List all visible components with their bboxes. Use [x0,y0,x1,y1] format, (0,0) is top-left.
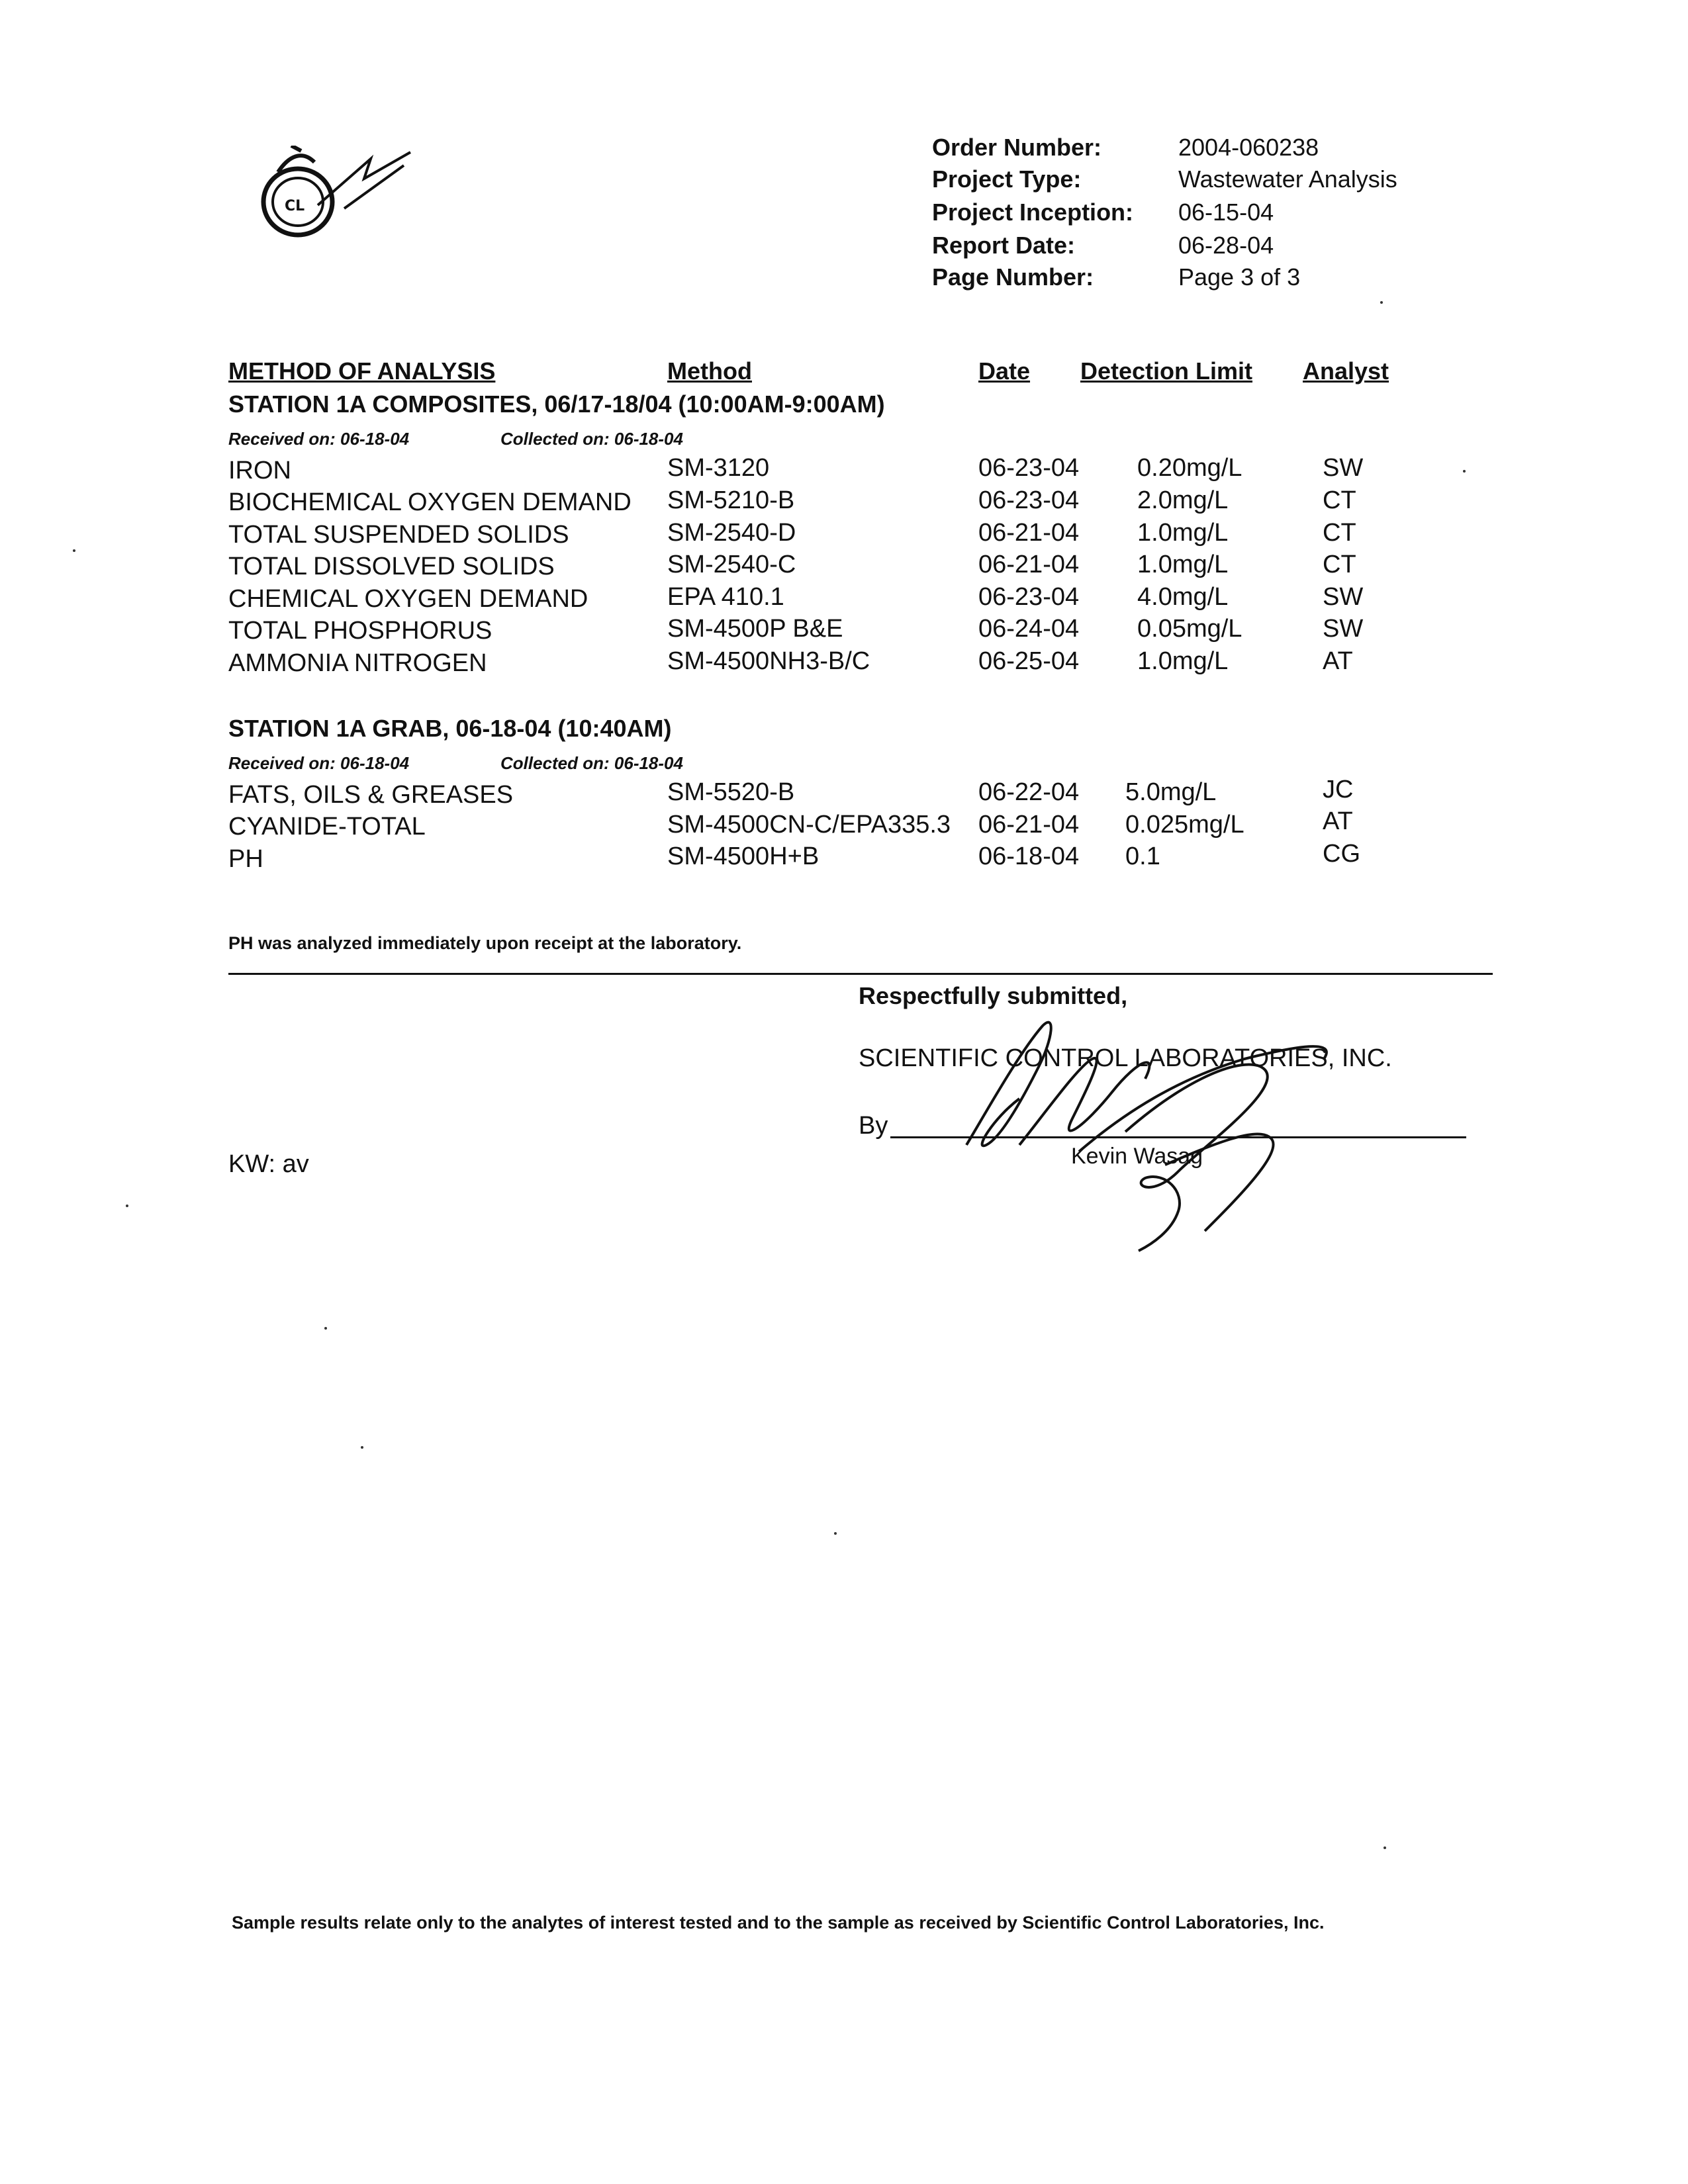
detection-limit: 1.0mg/L [1137,519,1229,547]
analyst-initials: SW [1323,454,1364,482]
col-header-date: Date [978,357,1031,385]
analysis-date: 06-23-04 [978,486,1080,514]
analysis-method: SM-4500NH3-B/C [667,647,870,675]
order-number-value: 2004-060238 [1178,134,1319,161]
analysis-method: SM-4500CN-C/EPA335.3 [667,811,951,839]
detection-limit: 0.025mg/L [1125,811,1244,839]
svg-text:CL: CL [285,198,305,214]
scan-speck [324,1327,327,1330]
received-date: Received on: 06-18-04 [228,429,410,449]
collected-date: Collected on: 06-18-04 [500,429,683,449]
analysis-name: BIOCHEMICAL OXYGEN DEMAND [228,488,632,516]
scan-speck [73,549,75,552]
analyst-initials: SW [1323,615,1364,643]
analyst-initials: CT [1323,519,1356,547]
divider-line [228,973,1493,975]
analyst-initials: CG [1323,840,1360,868]
detection-limit: 4.0mg/L [1137,583,1229,611]
analysis-name: IRON [228,457,291,484]
analysis-method: SM-5210-B [667,486,795,514]
analysis-method: EPA 410.1 [667,583,784,611]
analysis-date: 06-21-04 [978,519,1080,547]
analyst-initials: JC [1323,776,1354,803]
page-number-label: Page Number: [932,263,1094,291]
analyst-initials: SW [1323,583,1364,611]
collected-date: Collected on: 06-18-04 [500,753,683,773]
project-type-label: Project Type: [932,165,1082,193]
scan-speck [1383,1846,1386,1849]
analysis-date: 06-23-04 [978,583,1080,611]
typist-initials: KW: av [228,1150,309,1178]
analysis-method: SM-4500P B&E [667,615,843,643]
analysis-name: TOTAL DISSOLVED SOLIDS [228,553,555,580]
closing-text: Respectfully submitted, [859,982,1128,1009]
signer-name: Kevin Wasag [1071,1144,1203,1169]
received-date: Received on: 06-18-04 [228,753,410,773]
detection-limit: 1.0mg/L [1137,551,1229,578]
scan-speck [126,1205,128,1207]
analysis-name: CHEMICAL OXYGEN DEMAND [228,585,588,613]
scan-speck [361,1446,363,1449]
company-logo-mark [252,146,450,258]
section-title: STATION 1A COMPOSITES, 06/17-18/04 (10:00AM-9:00AM) [228,390,885,418]
analysis-date: 06-18-04 [978,842,1080,870]
by-label: By [859,1112,888,1140]
analyst-initials: CT [1323,486,1356,514]
analysis-name: CYANIDE-TOTAL [228,813,426,841]
analysis-date: 06-21-04 [978,551,1080,578]
analysis-date: 06-23-04 [978,454,1080,482]
disclaimer-text: Sample results relate only to the analytes of interest tested and to the sample as received by Scientific Control Laboratories, Inc. [232,1913,1325,1933]
analysis-date: 06-21-04 [978,811,1080,839]
analysis-method: SM-5520-B [667,778,795,806]
analysis-method: SM-3120 [667,454,770,482]
analyst-initials: AT [1323,807,1353,835]
detection-limit: 5.0mg/L [1125,778,1217,806]
col-header-method: Method [667,357,752,385]
analysis-date: 06-25-04 [978,647,1080,675]
project-inception-value: 06-15-04 [1178,199,1274,226]
detection-limit: 0.20mg/L [1137,454,1243,482]
report-date-label: Report Date: [932,232,1076,259]
project-type-value: Wastewater Analysis [1178,165,1397,193]
section-title: STATION 1A GRAB, 06-18-04 (10:40AM) [228,715,672,742]
company-name: SCIENTIFIC CONTROL LABORATORIES, INC. [859,1044,1392,1072]
analysis-name: TOTAL SUSPENDED SOLIDS [228,521,569,549]
analyst-initials: AT [1323,647,1353,675]
order-number-label: Order Number: [932,134,1102,161]
scan-speck [834,1532,837,1535]
project-inception-label: Project Inception: [932,199,1134,226]
analysis-name: AMMONIA NITROGEN [228,649,487,677]
col-header-detection-limit: Detection Limit [1080,357,1253,385]
handwritten-signature [927,1013,1390,1264]
col-header-analyst: Analyst [1303,357,1389,385]
analysis-method: SM-2540-C [667,551,796,578]
analysis-method: SM-2540-D [667,519,796,547]
analyst-initials: CT [1323,551,1356,578]
detection-limit: 0.1 [1125,842,1160,870]
analysis-date: 06-24-04 [978,615,1080,643]
analysis-name: TOTAL PHOSPHORUS [228,617,492,645]
page-number-value: Page 3 of 3 [1178,263,1301,291]
detection-limit: 2.0mg/L [1137,486,1229,514]
analysis-name: FATS, OILS & GREASES [228,781,514,809]
analysis-name: PH [228,845,263,873]
col-header-analysis: METHOD OF ANALYSIS [228,357,496,385]
footnote-text: PH was analyzed immediately upon receipt at the laboratory. [228,933,742,953]
report-date-value: 06-28-04 [1178,232,1274,259]
analysis-method: SM-4500H+B [667,842,820,870]
scan-speck [1380,301,1383,304]
detection-limit: 1.0mg/L [1137,647,1229,675]
detection-limit: 0.05mg/L [1137,615,1243,643]
analysis-date: 06-22-04 [978,778,1080,806]
scan-speck [1463,470,1466,473]
